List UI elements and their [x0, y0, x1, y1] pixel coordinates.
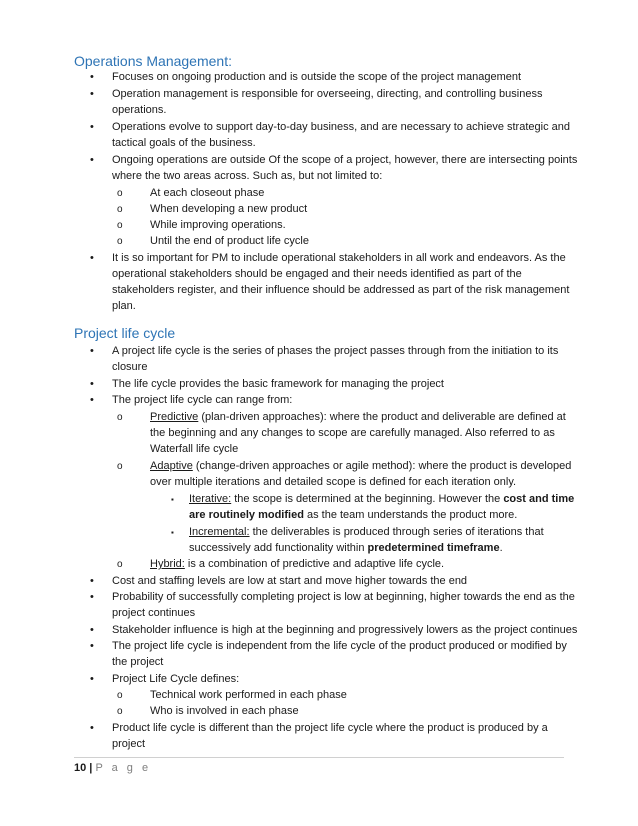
sub-bullet-icon: o	[117, 204, 123, 215]
term-iterative-description-end: as the team understands the product more.	[303, 509, 518, 521]
sub-list-item-continuation: the beginning and any changes to scope are carefully managed. Also referred to as	[150, 427, 555, 439]
sub-list-item: While improving operations.	[150, 219, 286, 231]
square-bullet-icon: ▪	[171, 528, 174, 537]
list-item-continuation: plan.	[112, 300, 136, 312]
section-heading-operations-management: Operations Management:	[74, 53, 232, 69]
term-iterative-description: the scope is determined at the beginning. However the	[231, 493, 504, 505]
list-item-continuation: the project	[112, 656, 164, 668]
list-item: The project life cycle is independent from the life cycle of the product produced or modified by	[112, 640, 567, 652]
sub-bullet-icon: o	[117, 220, 123, 231]
section-heading-project-life-cycle: Project life cycle	[74, 325, 176, 341]
square-bullet-icon: ▪	[171, 495, 174, 504]
term-incremental-description: the deliverables is produced through series of iterations that	[249, 526, 544, 538]
bullet-icon: •	[90, 673, 94, 685]
sub-bullet-icon: o	[117, 412, 123, 423]
bullet-icon: •	[90, 722, 94, 734]
footer-divider	[74, 757, 564, 758]
emphasis-routinely-modified: are routinely modified	[189, 509, 304, 521]
bullet-icon: •	[90, 252, 94, 264]
bullet-icon: •	[90, 88, 94, 100]
sub-list-item-hybrid	[150, 558, 444, 571]
sub-list-item-adaptive	[150, 460, 571, 473]
page-word: P a g e	[95, 762, 152, 774]
sub-list-item-predictive	[150, 411, 566, 424]
emphasis-predetermined-timeframe: predetermined timeframe	[367, 542, 500, 554]
sub-bullet-icon: o	[117, 559, 123, 570]
list-item: Operation management is responsible for overseeing, directing, and controlling business	[112, 88, 543, 100]
bullet-icon: •	[90, 394, 94, 406]
list-item: A project life cycle is the series of phases the project passes through from the initiation to its	[112, 345, 559, 357]
sub-bullet-icon: o	[117, 236, 123, 247]
list-item: Operations evolve to support day-to-day business, and are necessary to achieve strategic and	[112, 121, 570, 133]
sub-list-item: Until the end of product life cycle	[150, 235, 309, 247]
sub-list-item-continuation: over multiple iterations and detailed scope is defined for each iteration only.	[150, 476, 517, 488]
list-item: Cost and staffing levels are low at start and move higher towards the end	[112, 575, 468, 587]
bullet-icon: •	[90, 154, 94, 166]
list-item-continuation: where the two areas across. Such as, but not limited to:	[112, 170, 383, 182]
list-item: Ongoing operations are outside Of the scope of a project, however, there are intersecting points	[112, 154, 578, 166]
sub-sub-list-item-continuation	[189, 542, 503, 555]
sub-sub-list-item-continuation	[189, 509, 517, 522]
term-incremental-description-end: successively add functionality within	[189, 542, 368, 554]
list-item: Probability of successfully completing project is low at beginning, higher towards the end as the	[112, 591, 575, 603]
list-item-continuation: operations.	[112, 104, 167, 116]
period: .	[499, 542, 503, 554]
bullet-icon: •	[90, 71, 94, 83]
sub-bullet-icon: o	[117, 188, 123, 199]
list-item-continuation: tactical goals of the business.	[112, 137, 256, 149]
bullet-icon: •	[90, 378, 94, 390]
sub-bullet-icon: o	[117, 690, 123, 701]
list-item: Stakeholder influence is high at the beginning and progressively lowers as the project continues	[112, 624, 578, 636]
sub-list-item-continuation: Waterfall life cycle	[150, 443, 239, 455]
bullet-icon: •	[90, 345, 94, 357]
list-item-continuation: project	[112, 738, 146, 750]
sub-sub-list-item-incremental	[189, 526, 544, 539]
bullet-icon: •	[90, 575, 94, 587]
list-item: The life cycle provides the basic framework for managing the project	[112, 378, 444, 390]
sub-list-item: When developing a new product	[150, 203, 308, 215]
sub-list-item: At each closeout phase	[150, 187, 265, 199]
list-item: It is so important for PM to include operational stakeholders in all work and endeavors. As the	[112, 252, 566, 264]
list-item-continuation: operational stakeholders should be engaged and their needs identified as part of the	[112, 268, 522, 280]
list-item: Focuses on ongoing production and is outside the scope of the project management	[112, 71, 522, 83]
list-item: The project life cycle can range from:	[112, 394, 293, 406]
list-item-continuation: project continues	[112, 607, 196, 619]
list-item: Project Life Cycle defines:	[112, 673, 240, 685]
bullet-icon: •	[90, 591, 94, 603]
sub-sub-list-item-iterative	[189, 493, 574, 506]
sub-bullet-icon: o	[117, 461, 123, 472]
page-footer	[74, 762, 151, 774]
bullet-icon: •	[90, 624, 94, 636]
sub-list-item: Technical work performed in each phase	[150, 689, 347, 701]
term-hybrid: Hybrid:	[150, 558, 185, 570]
term-adaptive-description: (change-driven approaches or agile method): where the product is developed	[192, 460, 572, 472]
list-item-continuation: closure	[112, 361, 148, 373]
term-adaptive: Adaptive	[150, 460, 193, 472]
page-number: 10 |	[74, 762, 93, 774]
term-predictive: Predictive	[150, 411, 199, 423]
bullet-icon: •	[90, 121, 94, 133]
term-predictive-description: (plan-driven approaches): where the product and deliverable are defined at	[198, 411, 566, 423]
term-hybrid-description: is a combination of predictive and adaptive life cycle.	[184, 558, 445, 570]
term-iterative: Iterative:	[189, 493, 232, 505]
list-item: Product life cycle is different than the project life cycle where the product is produced by a	[112, 722, 548, 734]
sub-list-item: Who is involved in each phase	[150, 705, 299, 717]
bullet-icon: •	[90, 640, 94, 652]
sub-bullet-icon: o	[117, 706, 123, 717]
term-incremental: Incremental:	[189, 526, 250, 538]
emphasis-cost-and-time: cost and time	[503, 493, 575, 505]
list-item-continuation: stakeholders register, and their influence should be addressed as part of the risk management	[112, 284, 570, 296]
